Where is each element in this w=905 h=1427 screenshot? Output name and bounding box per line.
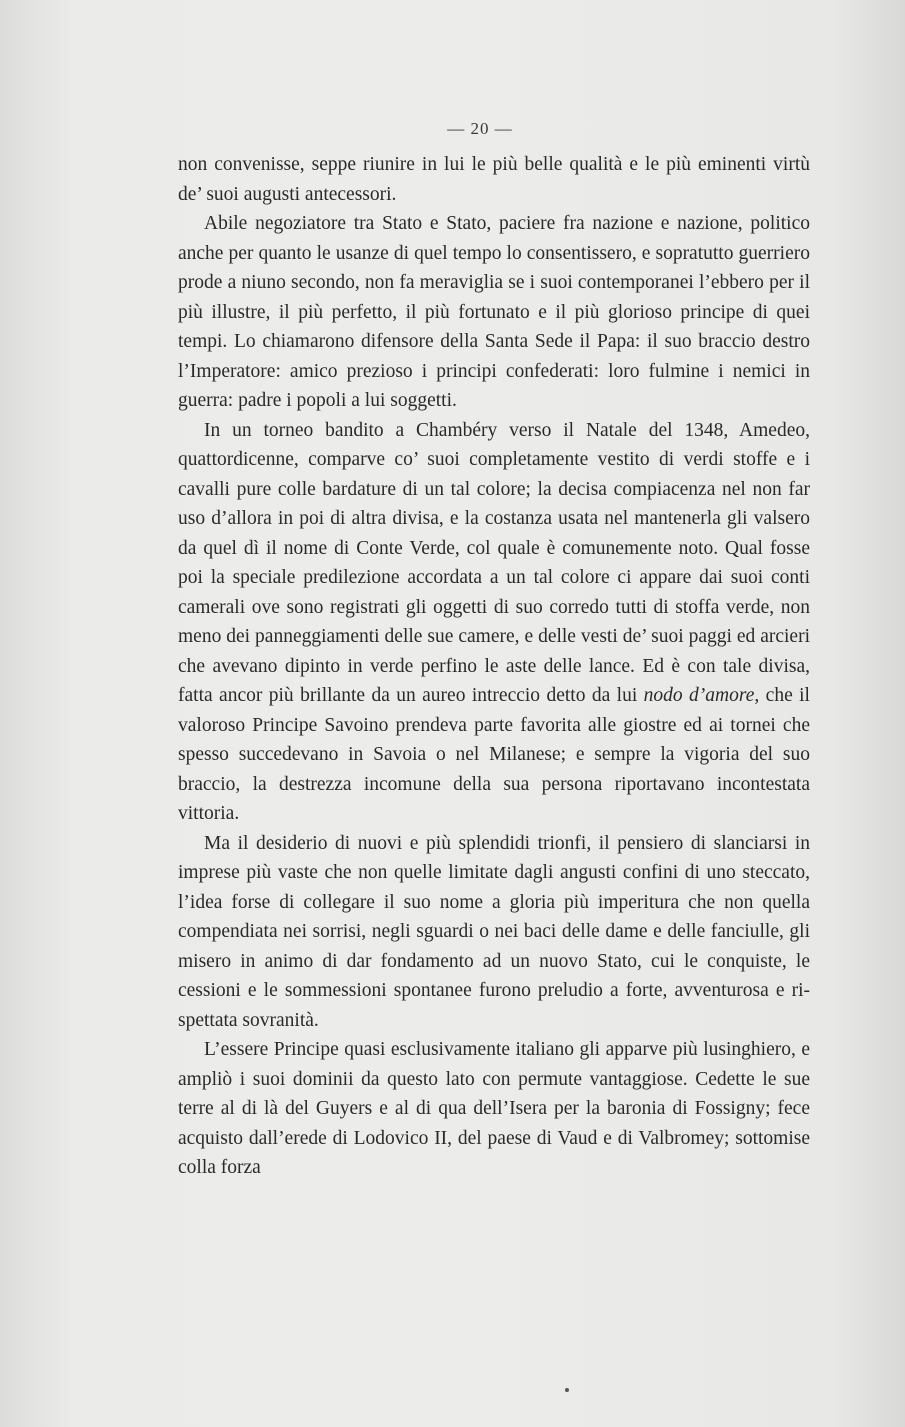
paragraph — [178, 829, 810, 1036]
text-run: L’essere Principe quasi esclusivamente italiano gli apparve più lusinghiero, e ampliò i suoi dominii da questo lato con permute vantaggiose. Cedette le sue terre al di là del Guyers e al di qua dell’Isera per la baronia di Fossigny; fece acquisto dall’erede di Lodovico II, del paese di Vaud e di Valbromey; sottomise colla forza — [178, 1039, 810, 1178]
text-run: non convenisse, seppe riunire in lui le più belle qualità e le più eminenti virtù de’ suoi augusti antecessori. — [178, 154, 810, 205]
text-run: Abile negoziatore tra Stato e Stato, paciere fra nazione e nazione, politico anche per quanto le usanze di quel tempo lo consentissero, e sopratutto guerriero prode a niuno secondo, non fa meraviglia se i suoi contemporanei l’ebbero per il più illustre, il più perfetto, il più fortunato e il più glorioso principe di quei tempi. Lo chiamarono difensore della Santa Sede il Papa: il suo braccio destro l’Imperatore: amico prezioso i principi confederati: loro fulmine i nemici in guerra: padre i popoli a lui soggetti. — [178, 213, 810, 411]
text-run: Ma il desiderio di nuovi e più splendidi trionfi, il pensiero di slanciarsi in imprese più vaste che non quelle limitate dagli angusti confini di uno steccato, l’idea forse di collegare il suo nome a gloria più imperitura che non quella compendiata nei sorrisi, negli sguardi o nei baci delle dame e delle fanciulle, gli misero in animo di dar fondamento ad un nuovo Stato, cui le conquiste, le cessioni e le sommessioni spontanee furono preludio a forte, avventurosa e rispettata sovranità. — [178, 832, 810, 1031]
body-text — [178, 150, 810, 1183]
text-run: , che il valoroso Principe Savoino prendeva parte favorita alle giostre ed ai tornei che spesso succedevano in Savoia o nel Milanese; e sempre la vigoria del suo braccio, la destrezza incomune della sua persona riportavano incontestata vittoria. — [178, 685, 810, 824]
paragraph — [178, 1035, 810, 1183]
print-speck — [565, 1388, 569, 1392]
text-run: In un torneo bandito a Chambéry verso il Natale del 1348, Amedeo, quattordicenne, comparve co’ suoi completamente vestito di verdi stoffe e i cavalli pure colle bardature di un tal colore; la decisa compiacenza nel non far uso d’allora in poi di altra divisa, e la costanza usata nel mantenerla gli valsero da quel dì il nome di Conte Verde, col quale è comunemente noto. Qual fosse poi la speciale predilezione accordata a un tal colore ci appare dai suoi conti camerali ove sono registrati gli oggetti di suo corredo tutti di stoffa verde, non meno dei panneggiamenti delle sue camere, e delle vesti de’ suoi paggi ed arcieri che avevano dipinto in verde perfino le aste delle lance. Ed è con tale divisa, fatta ancor più brillante da un aureo intreccio detto da lui — [178, 419, 810, 706]
paragraph — [178, 150, 810, 209]
paragraph — [178, 416, 810, 829]
page-number: — 20 — — [447, 119, 513, 138]
italic-phrase: nodo d’amore — [643, 685, 755, 706]
paragraph — [178, 209, 810, 416]
